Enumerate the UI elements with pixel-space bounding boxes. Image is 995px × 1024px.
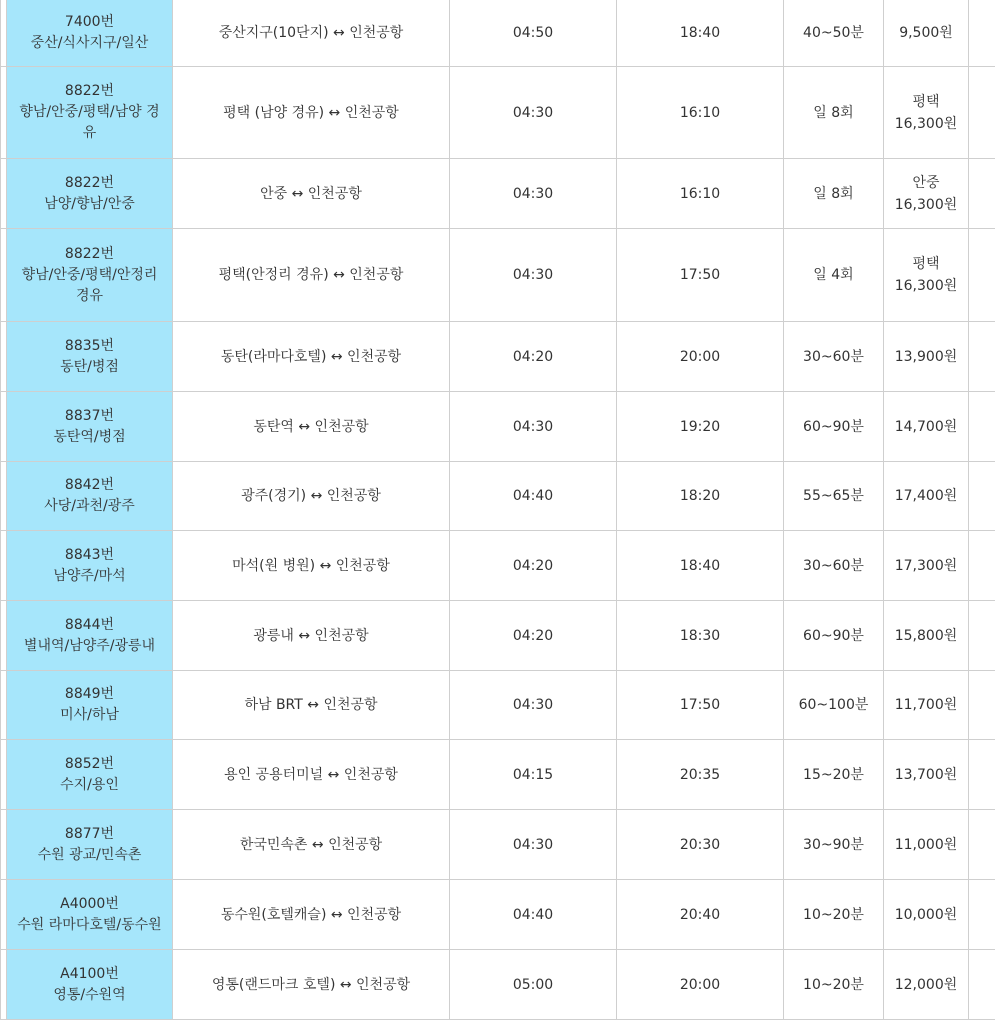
fare-cell: [884, 462, 969, 531]
table-row: [1, 67, 995, 159]
route-cell: [7, 880, 173, 950]
fare-cell: [884, 67, 969, 159]
interval-cell: 일 8회: [784, 67, 884, 159]
fare-cell: [884, 229, 969, 322]
last-bus-cell: 20:00: [617, 950, 784, 1020]
route-cell: [7, 601, 173, 671]
route-area: 별내역/남양주/광릉내: [23, 637, 156, 654]
table-row: [1, 950, 995, 1020]
first-bus-cell: 04:30: [450, 810, 617, 880]
interval-cell: 60~90분: [784, 601, 884, 671]
last-bus-cell: 18:40: [617, 531, 784, 601]
route-area: 미사/하남: [60, 707, 119, 723]
interval-cell: 일 8회: [784, 159, 884, 229]
table-row: [1, 531, 995, 601]
fare-amount: 15,800원: [894, 627, 958, 644]
first-bus-cell: 04:30: [450, 229, 617, 322]
section-cell: 용인 공용터미널 ↔ 인천공항: [173, 740, 450, 810]
section-cell: 동탄(라마다호텔) ↔ 인천공항: [173, 322, 450, 392]
fare-amount: 16,300원: [894, 115, 958, 132]
route-number: A4100번: [60, 965, 119, 982]
table-body: [1, 0, 995, 1020]
interval-cell: 30~90분: [784, 810, 884, 880]
fare-cell: [884, 880, 969, 950]
fare-cell: [884, 950, 969, 1020]
last-bus-cell: 18:20: [617, 462, 784, 531]
last-bus-cell: 18:30: [617, 601, 784, 671]
last-bus-cell: 17:50: [617, 671, 784, 740]
section-cell: 하남 BRT ↔ 인천공항: [173, 671, 450, 740]
route-cell: [7, 531, 173, 601]
last-bus-cell: 20:40: [617, 880, 784, 950]
route-area: 향남/안중/평택/안정리 경유: [21, 266, 158, 304]
table-edge-cell: [969, 671, 995, 740]
fare-origin-label: 평택: [912, 93, 940, 110]
table-row: [1, 601, 995, 671]
last-bus-cell: 16:10: [617, 159, 784, 229]
route-number: 8877번: [64, 825, 115, 842]
interval-cell: 30~60분: [784, 322, 884, 392]
first-bus-cell: 04:30: [450, 67, 617, 159]
table-edge-cell: [969, 601, 995, 671]
route-number: 8822번: [64, 83, 115, 99]
fare-cell: [884, 0, 969, 67]
route-number: 8837번: [64, 407, 115, 424]
first-bus-cell: 04:40: [450, 880, 617, 950]
section-cell: 마석(원 병원) ↔ 인천공항: [173, 531, 450, 601]
route-cell: [7, 322, 173, 392]
fare-origin-label: 평택: [912, 256, 940, 272]
fare-amount: 11,000원: [894, 836, 958, 853]
table-edge-cell: [969, 392, 995, 462]
fare-cell: [884, 740, 969, 810]
route-cell: [7, 229, 173, 322]
route-area: 남양주/마석: [53, 567, 126, 584]
first-bus-cell: 04:15: [450, 740, 617, 810]
route-area: 동탄/병점: [60, 358, 119, 375]
fare-cell: [884, 392, 969, 462]
last-bus-cell: 20:00: [617, 322, 784, 392]
table-row: [1, 159, 995, 229]
table-row: [1, 671, 995, 740]
route-number: 8842번: [64, 477, 115, 493]
fare-amount: 13,900원: [894, 348, 958, 365]
fare-amount: 16,300원: [894, 278, 958, 294]
route-cell: [7, 740, 173, 810]
table-row: [1, 392, 995, 462]
table-edge-cell: [969, 740, 995, 810]
table-edge-cell: [969, 67, 995, 159]
fare-cell: [884, 322, 969, 392]
table-edge-cell: [969, 950, 995, 1020]
route-area: 동탄역/병점: [53, 428, 126, 445]
route-area: 향남/안중/평택/남양 경유: [19, 104, 160, 141]
last-bus-cell: 20:30: [617, 810, 784, 880]
route-area: 수지/용인: [60, 776, 119, 793]
route-cell: [7, 810, 173, 880]
route-cell: [7, 67, 173, 159]
table-edge-cell: [969, 462, 995, 531]
interval-cell: 10~20분: [784, 950, 884, 1020]
section-cell: 평택 (남양 경유) ↔ 인천공항: [173, 67, 450, 159]
table-row: [1, 0, 995, 67]
fare-amount: 12,000원: [894, 976, 958, 993]
table-edge-cell: [969, 531, 995, 601]
fare-cell: [884, 531, 969, 601]
first-bus-cell: 04:30: [450, 392, 617, 462]
table-row: [1, 810, 995, 880]
route-number: 8835번: [64, 337, 115, 354]
fare-amount: 10,000원: [894, 906, 958, 923]
section-cell: 동수원(호텔캐슬) ↔ 인천공항: [173, 880, 450, 950]
route-number: 8822번: [64, 245, 115, 262]
interval-cell: 15~20분: [784, 740, 884, 810]
route-area: 수원 라마다호텔/동수원: [17, 916, 162, 933]
route-area: 영통/수원역: [53, 986, 126, 1003]
interval-cell: 10~20분: [784, 880, 884, 950]
route-area: 사당/과천/광주: [44, 498, 135, 514]
fare-amount: 11,700원: [894, 697, 958, 713]
last-bus-cell: 16:10: [617, 67, 784, 159]
fare-amount: 16,300원: [894, 196, 958, 213]
fare-amount: 17,300원: [894, 557, 958, 574]
table-edge-cell: [969, 229, 995, 322]
table-row: [1, 462, 995, 531]
route-cell: [7, 671, 173, 740]
fare-cell: [884, 810, 969, 880]
first-bus-cell: 04:30: [450, 159, 617, 229]
first-bus-cell: 04:30: [450, 671, 617, 740]
route-cell: [7, 159, 173, 229]
table-row: [1, 322, 995, 392]
table-edge-cell: [969, 159, 995, 229]
fare-origin-label: 안중: [912, 174, 940, 191]
table-edge-cell: [969, 322, 995, 392]
route-cell: [7, 0, 173, 67]
table-edge-cell: [969, 0, 995, 67]
route-area: 남양/향남/안중: [44, 195, 135, 212]
route-number: 8843번: [64, 546, 115, 563]
first-bus-cell: 04:20: [450, 322, 617, 392]
last-bus-cell: 19:20: [617, 392, 784, 462]
interval-cell: 40~50분: [784, 0, 884, 67]
section-cell: 중산지구(10단지) ↔ 인천공항: [173, 0, 450, 67]
table-row: [1, 740, 995, 810]
interval-cell: 60~100분: [784, 671, 884, 740]
route-number: A4000번: [60, 895, 119, 912]
table-edge-cell: [969, 810, 995, 880]
fare-amount: 17,400원: [894, 488, 958, 504]
interval-cell: 일 4회: [784, 229, 884, 322]
interval-cell: 60~90분: [784, 392, 884, 462]
route-number: 8844번: [64, 616, 115, 633]
section-cell: 영통(랜드마크 호텔) ↔ 인천공항: [173, 950, 450, 1020]
route-number: 8849번: [64, 686, 115, 702]
section-cell: 평택(안정리 경유) ↔ 인천공항: [173, 229, 450, 322]
table-row: [1, 229, 995, 322]
table-edge-cell: [969, 880, 995, 950]
last-bus-cell: 18:40: [617, 0, 784, 67]
section-cell: 한국민속촌 ↔ 인천공항: [173, 810, 450, 880]
route-area: 수원 광교/민속촌: [37, 846, 142, 863]
route-number: 7400번: [64, 13, 115, 30]
table-row: [1, 880, 995, 950]
route-area: 중산/식사지구/일산: [30, 34, 149, 51]
interval-cell: 55~65분: [784, 462, 884, 531]
section-cell: 동탄역 ↔ 인천공항: [173, 392, 450, 462]
route-cell: [7, 462, 173, 531]
section-cell: 광릉내 ↔ 인천공항: [173, 601, 450, 671]
interval-cell: 30~60분: [784, 531, 884, 601]
route-number: 8852번: [64, 755, 115, 772]
fare-amount: 13,700원: [894, 766, 958, 783]
last-bus-cell: 17:50: [617, 229, 784, 322]
fare-amount: 9,500원: [899, 24, 953, 41]
fare-amount: 14,700원: [894, 418, 958, 435]
first-bus-cell: 04:50: [450, 0, 617, 67]
route-cell: [7, 950, 173, 1020]
last-bus-cell: 20:35: [617, 740, 784, 810]
fare-cell: [884, 601, 969, 671]
first-bus-cell: 05:00: [450, 950, 617, 1020]
fare-cell: [884, 671, 969, 740]
first-bus-cell: 04:40: [450, 462, 617, 531]
first-bus-cell: 04:20: [450, 601, 617, 671]
route-cell: [7, 392, 173, 462]
section-cell: 광주(경기) ↔ 인천공항: [173, 462, 450, 531]
first-bus-cell: 04:20: [450, 531, 617, 601]
route-number: 8822번: [64, 174, 115, 191]
section-cell: 안중 ↔ 인천공항: [173, 159, 450, 229]
fare-cell: [884, 159, 969, 229]
